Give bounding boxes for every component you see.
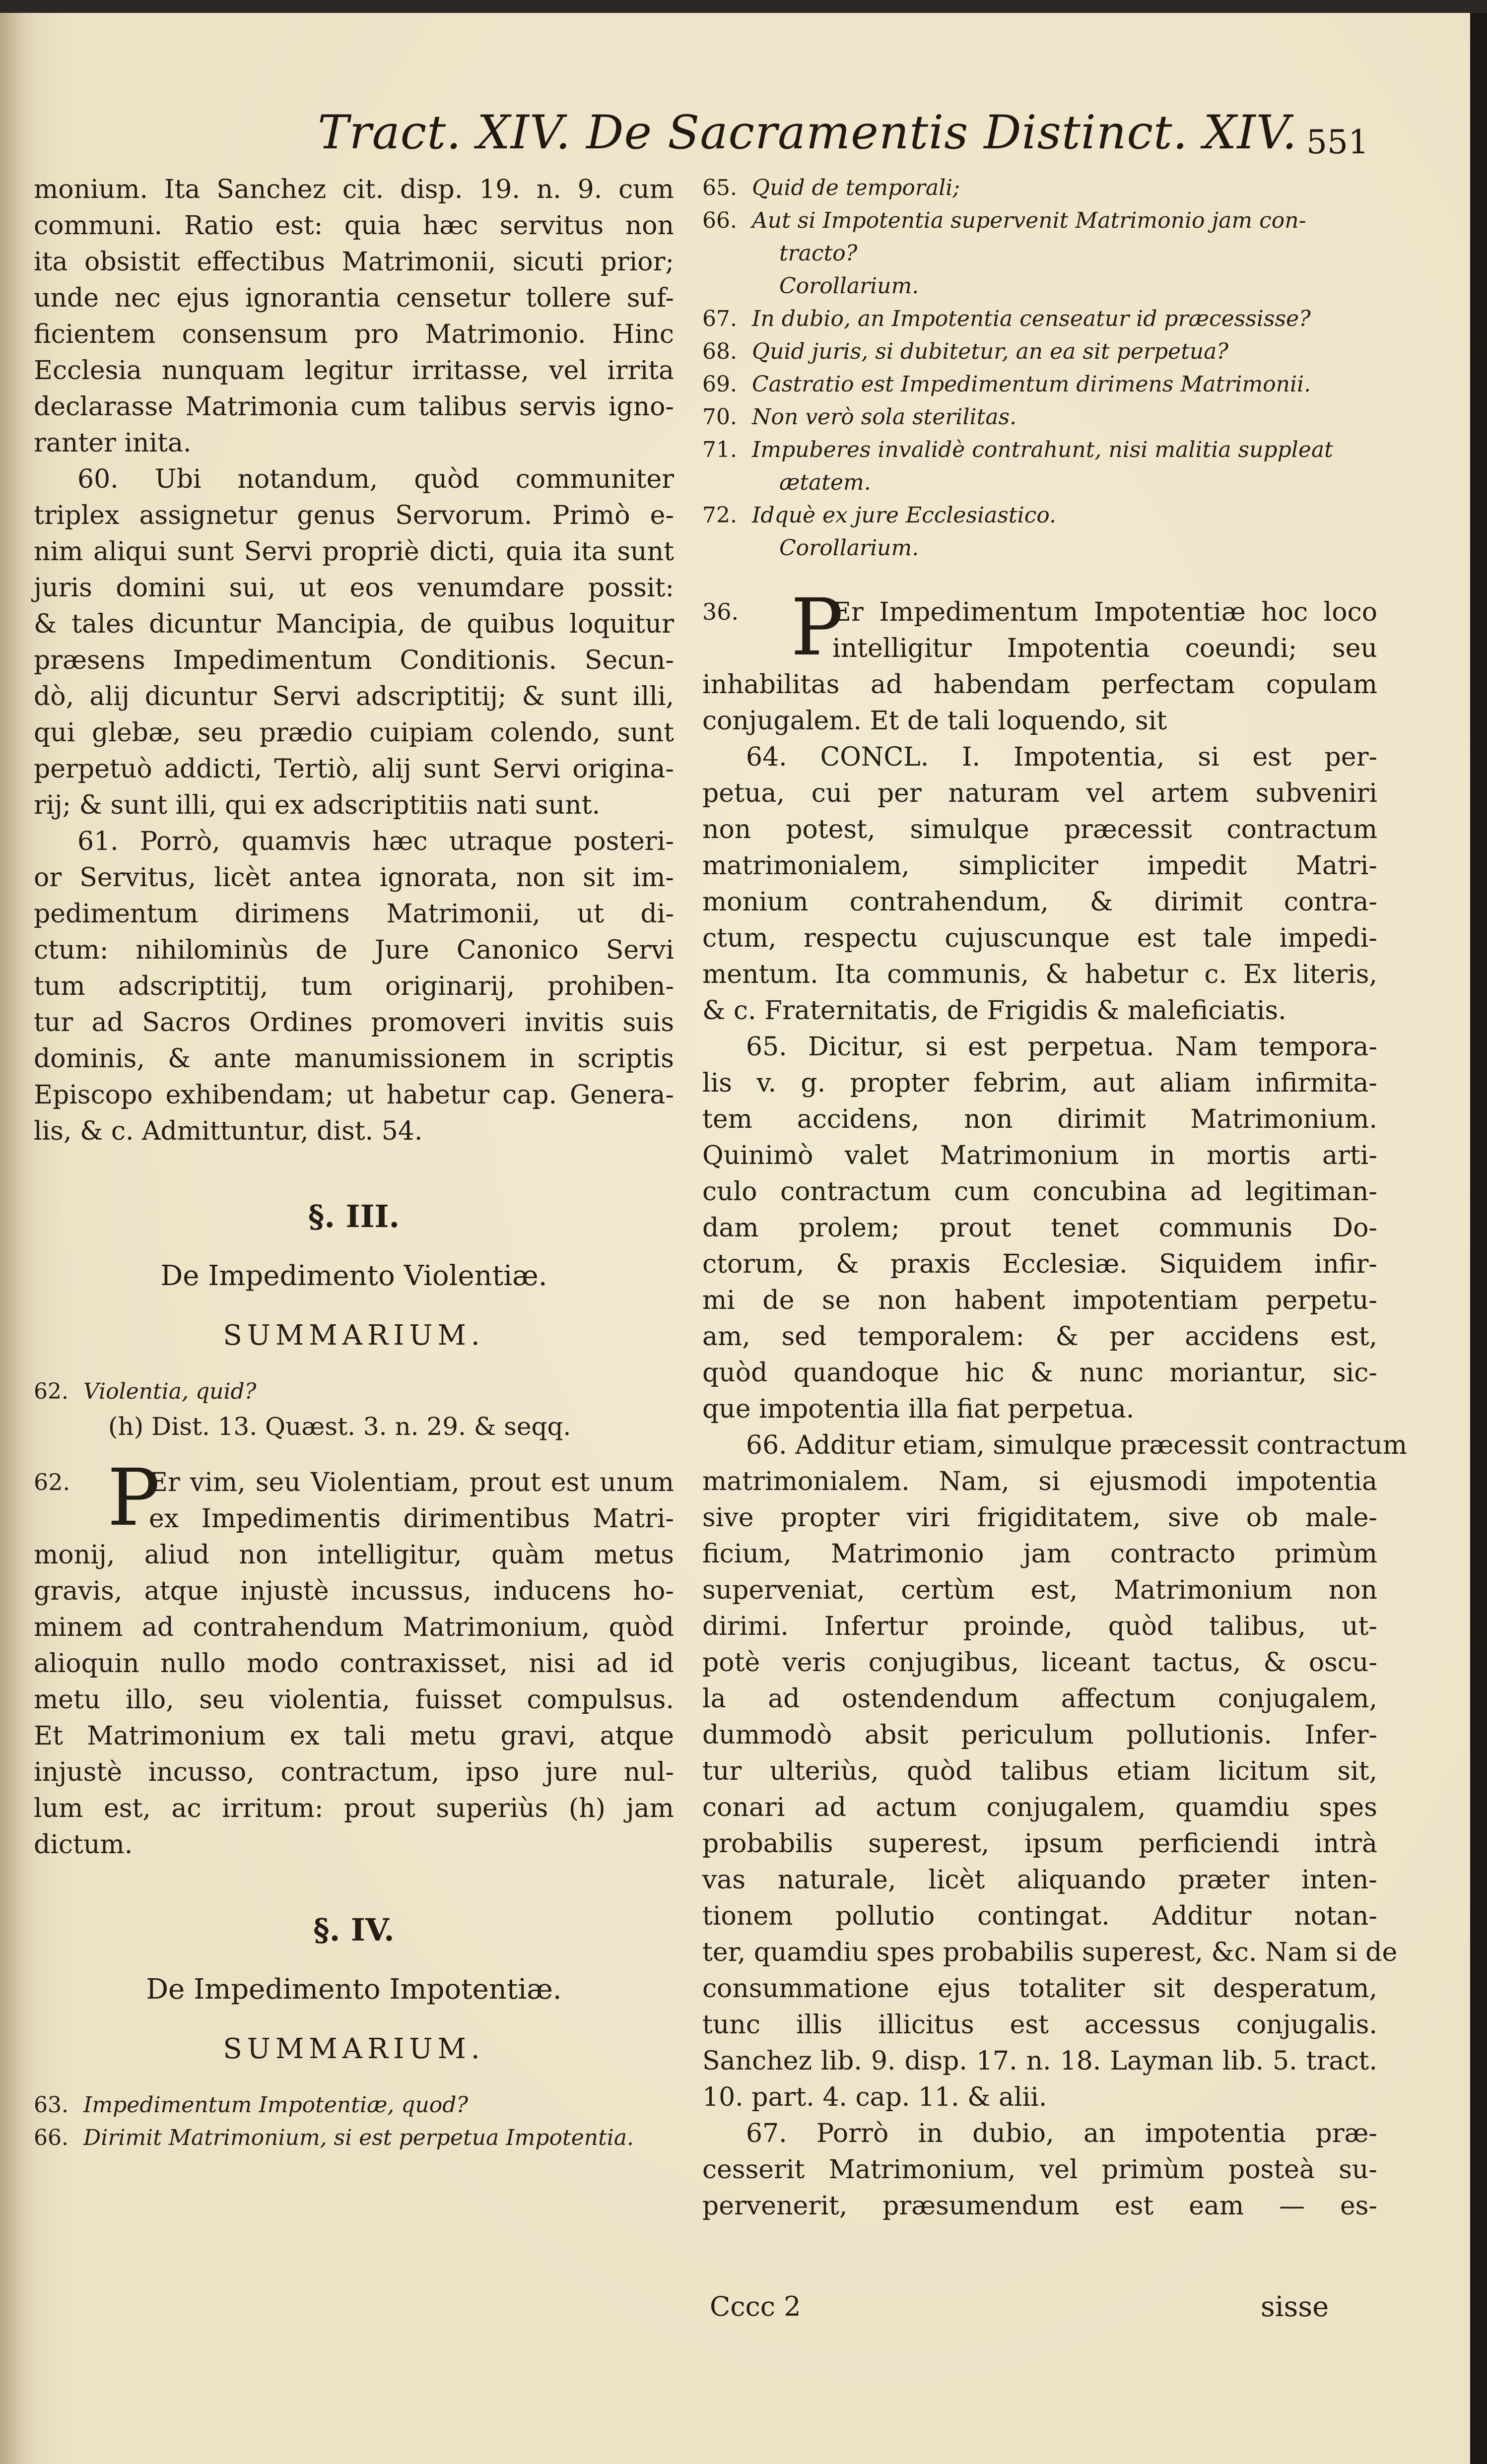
text-line: ctorum, & praxis Ecclesiæ. Siquidem infir- [702, 1249, 1377, 1279]
text-line: metu illo, seu violentia, fuisset compulsus. [34, 1685, 674, 1715]
text-line: non potest, simulque præcessit contractum [702, 815, 1377, 844]
text-line: potè veris conjugibus, liceant tactus, & oscu- [702, 1648, 1377, 1678]
text-line: dominis, & ante manumissionem in scriptis [34, 1044, 674, 1074]
text-line: mentum. Ita communis, & habetur c. Ex literis, [702, 960, 1377, 989]
text-line: & c. Fraternitatis, de Frigidis & maleficiatis. [702, 996, 1286, 1026]
text-line: mi de se non habent impotentiam perpetu- [702, 1286, 1377, 1315]
text-line: ficientem consensum pro Matrimonio. Hinc [34, 320, 674, 349]
signature-mark: Cccc 2 [710, 2291, 801, 2322]
summary-text: Quid juris, si dubitetur, an ea sit perpetua? [752, 339, 1228, 364]
right-column [702, 172, 1408, 2224]
scan-border [0, 0, 1487, 13]
text-line: dam prolem; prout tenet communis Do- [702, 1213, 1377, 1243]
summary-list [702, 172, 1377, 565]
text-line: tem accidens, non dirimit Matrimonium. [702, 1104, 1377, 1134]
text-line: qui glebæ, seu prædio cuipiam colendo, sunt [34, 718, 674, 748]
text-line: matrimonialem, simpliciter impedit Matri- [702, 851, 1377, 881]
text-line: cesserit Matrimonium, vel primùm posteà su- [702, 2155, 1377, 2185]
paragraph-number: 62. [34, 1469, 70, 1495]
text-line: culo contractum cum concubina ad legitiman- [702, 1177, 1377, 1207]
text-line: or Servitus, licèt antea ignorata, non sit im- [34, 863, 674, 893]
text-line: tionem pollutio contingat. Additur notan- [702, 1901, 1377, 1931]
text-line: 67. Porrò in dubio, an impotentia præ- [746, 2119, 1377, 2148]
page-number: 551 [1306, 123, 1369, 161]
paragraph-continuation [34, 172, 674, 461]
text-line: 64. CONCL. I. Impotentia, si est per- [746, 742, 1377, 772]
text-line: lis v. g. propter febrim, aut aliam infirmita- [702, 1068, 1377, 1098]
paragraph-64 [702, 739, 1377, 1029]
paragraph-60 [34, 461, 674, 824]
text-line: ficium, Matrimonio jam contracto primùm [702, 1539, 1377, 1569]
summary-text: Non verò sola sterilitas. [752, 404, 1017, 430]
text-line: quòd quandoque hic & nunc moriantur, sic- [702, 1358, 1377, 1388]
text-line: ctum, respectu cujuscunque est tale impedi- [702, 923, 1377, 953]
text-line: am, sed temporalem: & per accidens est, [702, 1322, 1377, 1352]
text-line: tur ulteriùs, quòd talibus etiam licitum sit, [702, 1756, 1377, 1786]
paragraph-62 [34, 1452, 674, 1863]
text-line: Sanchez lib. 9. disp. 17. n. 18. Layman lib. 5. tract. [702, 2046, 1377, 2076]
text-line: monium contrahendum, & dirimit contra- [702, 887, 1377, 917]
summary-entry [702, 499, 1377, 532]
text-line: 61. Porrò, quamvis hæc utraque posteri- [77, 827, 674, 856]
text-line: minem ad contrahendum Matrimonium, quòd [34, 1613, 674, 1642]
text-line: lis, & c. Admittuntur, dist. 54. [34, 1116, 423, 1146]
summary-text: Quid de temporali; [752, 175, 960, 200]
summary-entry [702, 434, 1377, 466]
text-line: la ad ostendendum affectum conjugalem, [702, 1684, 1377, 1714]
text-line: declarasse Matrimonia cum talibus servis igno- [34, 392, 674, 422]
summary-text: Aut si Impotentia supervenit Matrimonio jam con- [752, 208, 1306, 233]
left-column [34, 172, 674, 2154]
text-line: ctum: nihilominùs de Jure Canonico Servi [34, 935, 674, 965]
text-line: alioquin nullo modo contraxisset, nisi ad id [34, 1649, 674, 1679]
text-line: lum est, ac irritum: prout superiùs (h) jam [34, 1794, 674, 1823]
text-line: Episcopo exhibendam; ut habetur cap. Genera- [34, 1080, 674, 1110]
text-line: Ecclesia nunquam legitur irritasse, vel irrita [34, 356, 674, 386]
text-line: gravis, atque injustè incussus, inducens ho- [34, 1576, 674, 1606]
text-line: superveniat, certùm est, Matrimonium non [702, 1575, 1377, 1605]
text-line: juris domini sui, ut eos venumdare possit: [34, 573, 674, 603]
summarium-heading: SUMMARIUM. [223, 1319, 485, 1352]
summary-entry [34, 2089, 674, 2122]
summary-number: 67. [702, 306, 737, 331]
text-line: 10. part. 4. cap. 11. & alii. [702, 2082, 1047, 2112]
text-line: monij, aliud non intelligitur, quàm metus [34, 1540, 674, 1570]
summary-text: Impuberes invalidè contrahunt, nisi malitia suppleat [752, 437, 1333, 462]
summary-entry [702, 303, 1377, 335]
summary-number: 62. [34, 1379, 68, 1404]
summary-number: 69. [702, 372, 737, 397]
text-line: 66. Additur etiam, simulque præcessit contractum [746, 1430, 1408, 1460]
text-line: conjugalem. Et de tali loquendo, sit [702, 706, 1167, 736]
text-line: inhabilitas ad habendam perfectam copulam [702, 670, 1377, 700]
text-line: injustè incusso, contractum, ipso jure nul- [34, 1757, 674, 1787]
summary-number: 63. [34, 2092, 68, 2118]
summary-text: Idquè ex jure Ecclesiastico. [752, 503, 1057, 528]
text-line: ex Impedimentis dirimentibus Matri- [149, 1504, 674, 1534]
text-line: dictum. [34, 1830, 133, 1860]
summary-number: 66. [702, 208, 737, 233]
summary-entry [34, 2122, 674, 2154]
text-line: 65. Dicitur, si est perpetua. Nam tempora- [746, 1032, 1377, 1062]
text-line: Et Matrimonium ex tali metu gravi, atque [34, 1721, 674, 1751]
summary-entry [702, 204, 1377, 237]
text-line: tunc illis illicitus est accessus conjugalis. [702, 2010, 1377, 2040]
summary-entry [702, 532, 1377, 565]
summary-text: Violentia, quid? [83, 1379, 257, 1404]
text-line: triplex assignetur genus Servorum. Primò e- [34, 501, 674, 530]
paragraph-61 [34, 824, 674, 1150]
summary-number: 65. [702, 175, 737, 200]
text-line: dò, alij dicuntur Servi adscriptitij; & sunt illi, [34, 682, 674, 712]
section-heading-4: §. IV. [313, 1912, 395, 1948]
footnote-reference: (h) Dist. 13. Quæst. 3. n. 29. & seqq. [108, 1412, 571, 1441]
catchword: sisse [1261, 2291, 1329, 2323]
text-line: ranter inita. [34, 428, 192, 458]
text-line: dummodò absit periculum pollutionis. Infer- [702, 1720, 1377, 1750]
text-line: monium. Ita Sanchez cit. disp. 19. n. 9. cum [34, 175, 674, 204]
text-line: Quinimò valet Matrimonium in mortis arti- [702, 1141, 1377, 1170]
text-line: sive propter viri frigiditatem, sive ob male- [702, 1503, 1377, 1533]
paragraph-65 [702, 1029, 1377, 1427]
text-line: tum adscriptitij, tum originarij, prohiben- [34, 972, 674, 1001]
summary-number: 72. [702, 503, 737, 528]
summary-entry [702, 335, 1377, 368]
text-line: nim aliqui sunt Servi propriè dicti, quia ita sunt [34, 537, 674, 567]
text-line: perpetuò addicti, Tertiò, alij sunt Servi origina- [34, 754, 674, 784]
text-line: consummatione ejus totaliter sit desperatum, [702, 1974, 1377, 2004]
summary-text: In dubio, an Impotentia censeatur id præcessisse? [752, 306, 1311, 331]
summary-entry [702, 237, 1377, 270]
text-line: Er Impedimentum Impotentiæ hoc loco [832, 597, 1377, 627]
running-head: Tract. XIV. De Sacramentis Distinct. XIV. [318, 106, 1297, 160]
text-line: tur ad Sacros Ordines promoveri invitis suis [34, 1008, 674, 1037]
summary-text: Corollarium. [779, 535, 919, 561]
summary-entry [34, 1375, 674, 1408]
paragraph-67 [702, 2116, 1377, 2224]
summary-number: 71. [702, 437, 737, 462]
summary-entry [702, 270, 1377, 303]
summary-text: ætatem. [779, 470, 871, 495]
text-line: intelligitur Impotentia coeundi; seu [832, 634, 1377, 663]
summary-number: 68. [702, 339, 737, 364]
summary-text: tracto? [779, 241, 858, 266]
text-line: petua, cui per naturam vel artem subveniri [702, 778, 1377, 808]
text-line: Er vim, seu Violentiam, prout est unum [149, 1468, 674, 1497]
summary-text: Corollarium. [779, 273, 919, 299]
summary-text: Castratio est Impedimentum dirimens Matrimonii. [752, 372, 1311, 397]
text-line: pervenerit, præsumendum est eam — es- [702, 2191, 1377, 2221]
text-line: probabilis superest, ipsum perficiendi intrà [702, 1829, 1377, 1859]
summary-entry [702, 368, 1377, 401]
summary-entry [702, 466, 1377, 499]
text-line: & tales dicuntur Mancipia, de quibus loquitur [34, 609, 674, 639]
paragraph-number: 36. [702, 598, 739, 625]
summarium-heading: SUMMARIUM. [223, 2033, 485, 2065]
drop-cap: P [107, 1452, 160, 1544]
text-line: vas naturale, licèt aliquando præter inten- [702, 1865, 1377, 1895]
paragraph-36 [702, 582, 1377, 739]
text-line: ter, quamdiu spes probabilis superest, &c. Nam si de [702, 1938, 1398, 1967]
text-line: pedimentum dirimens Matrimonii, ut di- [34, 899, 674, 929]
text-line: unde nec ejus ignorantia censetur tollere suf- [34, 283, 674, 313]
text-line: ita obsistit effectibus Matrimonii, sicuti prior; [34, 247, 674, 277]
text-line: communi. Ratio est: quia hæc servitus non [34, 211, 674, 241]
summary-number: 70. [702, 404, 737, 430]
summary-entry [702, 401, 1377, 434]
text-line: conari ad actum conjugalem, quamdiu spes [702, 1793, 1377, 1822]
summary-entry [702, 172, 1377, 204]
text-line: que impotentia illa fiat perpetua. [702, 1394, 1135, 1424]
section-title-3: De Impedimento Violentiæ. [160, 1260, 547, 1292]
text-line: præsens Impedimentum Conditionis. Secun- [34, 646, 674, 675]
drop-cap: P [791, 582, 844, 673]
section-heading-3: §. III. [308, 1198, 400, 1234]
text-line: 60. Ubi notandum, quòd communiter [77, 464, 674, 494]
text-line: dirimi. Infertur proinde, quòd talibus, ut- [702, 1612, 1377, 1641]
section-title-4: De Impedimento Impotentiæ. [146, 1973, 562, 2006]
text-line: matrimonialem. Nam, si ejusmodi impotentia [702, 1467, 1377, 1496]
book-page [0, 13, 1470, 2464]
paragraph-66 [702, 1427, 1408, 2116]
summary-text: Impedimentum Impotentiæ, quod? [83, 2092, 469, 2118]
summary-text: Dirimit Matrimonium, si est perpetua Impotentia. [83, 2125, 634, 2150]
text-line: rij; & sunt illi, qui ex adscriptitiis nati sunt. [34, 790, 601, 820]
summary-number: 66. [34, 2125, 68, 2150]
binding-gutter [0, 13, 28, 2464]
